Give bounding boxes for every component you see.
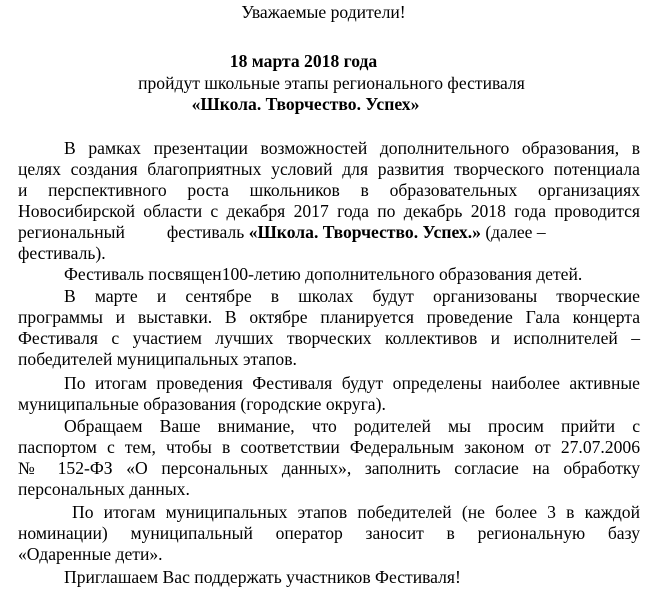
paragraph-6-line-2: номинации) муниципальный оператор заносит в региональную базу <box>18 523 640 543</box>
paragraph-3-line-1: В марте и сентябре в школах будут организованы творческие <box>64 286 640 306</box>
festival-name: «Школа. Творчество. Успех» <box>191 94 420 114</box>
paragraph-6-line-1: По итогам муниципальных этапов победителей (не более 3 в каждой <box>72 502 640 522</box>
paragraph-1-line-3: и перспективного роста школьников в образовательных организациях <box>18 180 640 200</box>
paragraph-6-line-3: «Одаренные дети». <box>18 544 163 564</box>
paragraph-1-line-1: В рамках презентации возможностей дополнительного образования, в <box>64 138 640 158</box>
greeting: Уважаемые родители! <box>241 2 406 22</box>
paragraph-1-line-4: Новосибирской области с декабря 2017 года по декабрь 2018 года проводится <box>18 201 640 221</box>
paragraph-1-text-c: (далее – <box>485 222 546 242</box>
paragraph-3-line-4: победителей муниципальных этапов. <box>18 349 297 369</box>
event-date: 18 марта 2018 года <box>229 51 378 71</box>
paragraph-7: Приглашаем Вас поддержать участников Фестиваля! <box>64 567 461 587</box>
paragraph-1-line-2: целях создания благоприятных условий для развития творческого потенциала <box>18 159 640 179</box>
paragraph-1-text-a: региональный <box>18 222 125 242</box>
paragraph-5-line-2: паспортом с тем, чтобы в соответствии Федеральным законом от 27.07.2006 <box>18 437 640 457</box>
paragraph-4-line-2: муниципальные образования (городские округа). <box>18 394 386 414</box>
paragraph-2: Фестиваль посвящен100-летию дополнительного образования детей. <box>64 264 583 284</box>
paragraph-3-line-2: программы и выставки. В октябре планируется проведение Гала концерта <box>18 307 640 327</box>
paragraph-5-line-1: Обращаем Ваше внимание, что родителей мы просим прийти с <box>64 416 640 436</box>
paragraph-3-line-3: Фестиваля с участием лучших творческих коллективов и исполнителей – <box>18 328 640 348</box>
paragraph-4-line-1: По итогам проведения Фестиваля будут определены наиболее активные <box>64 373 640 393</box>
paragraph-1-text-b: фестиваль <box>166 222 245 242</box>
paragraph-1-line-5 <box>18 222 647 242</box>
festival-name-inline: «Школа. Творчество. Успех.» <box>248 222 481 242</box>
subtitle: пройдут школьные этапы регионального фестиваля <box>138 73 525 93</box>
paragraph-5-line-4: персональных данных. <box>18 479 190 499</box>
paragraph-1-line-6: фестиваль). <box>18 243 106 263</box>
paragraph-5-line-3: № 152-ФЗ «О персональных данных», заполнить согласие на обработку <box>18 458 640 478</box>
